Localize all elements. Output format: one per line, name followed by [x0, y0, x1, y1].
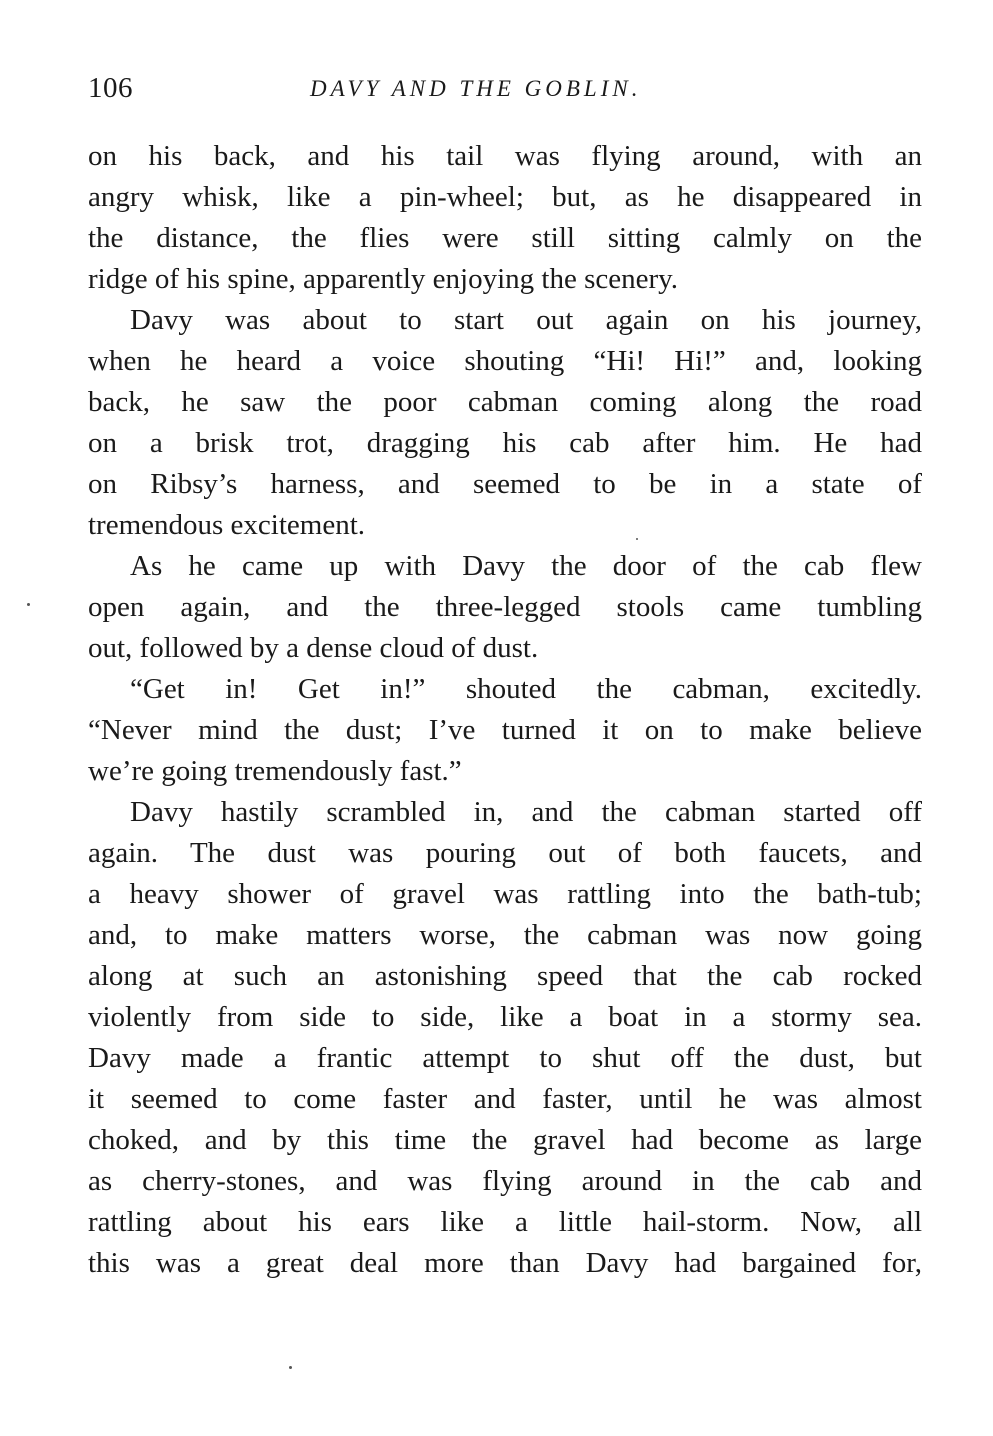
text-line: As he came up with Davy the door of the cab flew: [130, 550, 922, 582]
text-line: on a brisk trot, dragging his cab after him. He had: [88, 427, 922, 459]
text-line: “Get in! Get in!” shouted the cabman, excitedly.: [130, 673, 922, 705]
text-line: this was a great deal more than Davy had bargained for,: [88, 1247, 922, 1279]
paper-speck: [289, 1366, 292, 1369]
text-line: on Ribsy’s harness, and seemed to be in a state of: [88, 468, 922, 500]
text-line: angry whisk, like a pin-wheel; but, as he disappeared in: [88, 181, 922, 213]
text-line: rattling about his ears like a little hail-storm. Now, all: [88, 1206, 922, 1238]
running-head: [88, 72, 922, 112]
text-line: Davy was about to start out again on his journey,: [130, 304, 922, 336]
text-line: out, followed by a dense cloud of dust.: [88, 632, 539, 664]
running-title: DAVY AND THE GOBLIN.: [310, 76, 642, 101]
body-text: [88, 136, 922, 1284]
text-line: the distance, the flies were still sitting calmly on the: [88, 222, 922, 254]
text-line: on his back, and his tail was flying around, with an: [88, 140, 922, 172]
text-line: choked, and by this time the gravel had become as large: [88, 1124, 922, 1156]
text-line: “Never mind the dust; I’ve turned it on to make believe: [88, 714, 922, 746]
text-line: along at such an astonishing speed that the cab rocked: [88, 960, 922, 992]
text-line: Davy hastily scrambled in, and the cabman started off: [130, 796, 922, 828]
text-line: a heavy shower of gravel was rattling into the bath-tub;: [88, 878, 922, 910]
text-line: as cherry-stones, and was flying around in the cab and: [88, 1165, 922, 1197]
paper-speck: [27, 603, 30, 606]
text-line: open again, and the three-legged stools came tumbling: [88, 591, 922, 623]
text-line: again. The dust was pouring out of both faucets, and: [88, 837, 922, 869]
text-line: we’re going tremendously fast.”: [88, 755, 462, 787]
paper-speck: [636, 538, 638, 540]
text-line: Davy made a frantic attempt to shut off the dust, but: [88, 1042, 922, 1074]
text-line: when he heard a voice shouting “Hi! Hi!” and, looking: [88, 345, 922, 377]
text-line: back, he saw the poor cabman coming along the road: [88, 386, 922, 418]
text-line: it seemed to come faster and faster, until he was almost: [88, 1083, 922, 1115]
page-number: 106: [88, 72, 133, 104]
text-line: tremendous excitement.: [88, 509, 366, 541]
text-line: ridge of his spine, apparently enjoying the scenery.: [88, 263, 679, 295]
text-line: violently from side to side, like a boat in a stormy sea.: [88, 1001, 922, 1033]
text-line: and, to make matters worse, the cabman was now going: [88, 919, 922, 951]
